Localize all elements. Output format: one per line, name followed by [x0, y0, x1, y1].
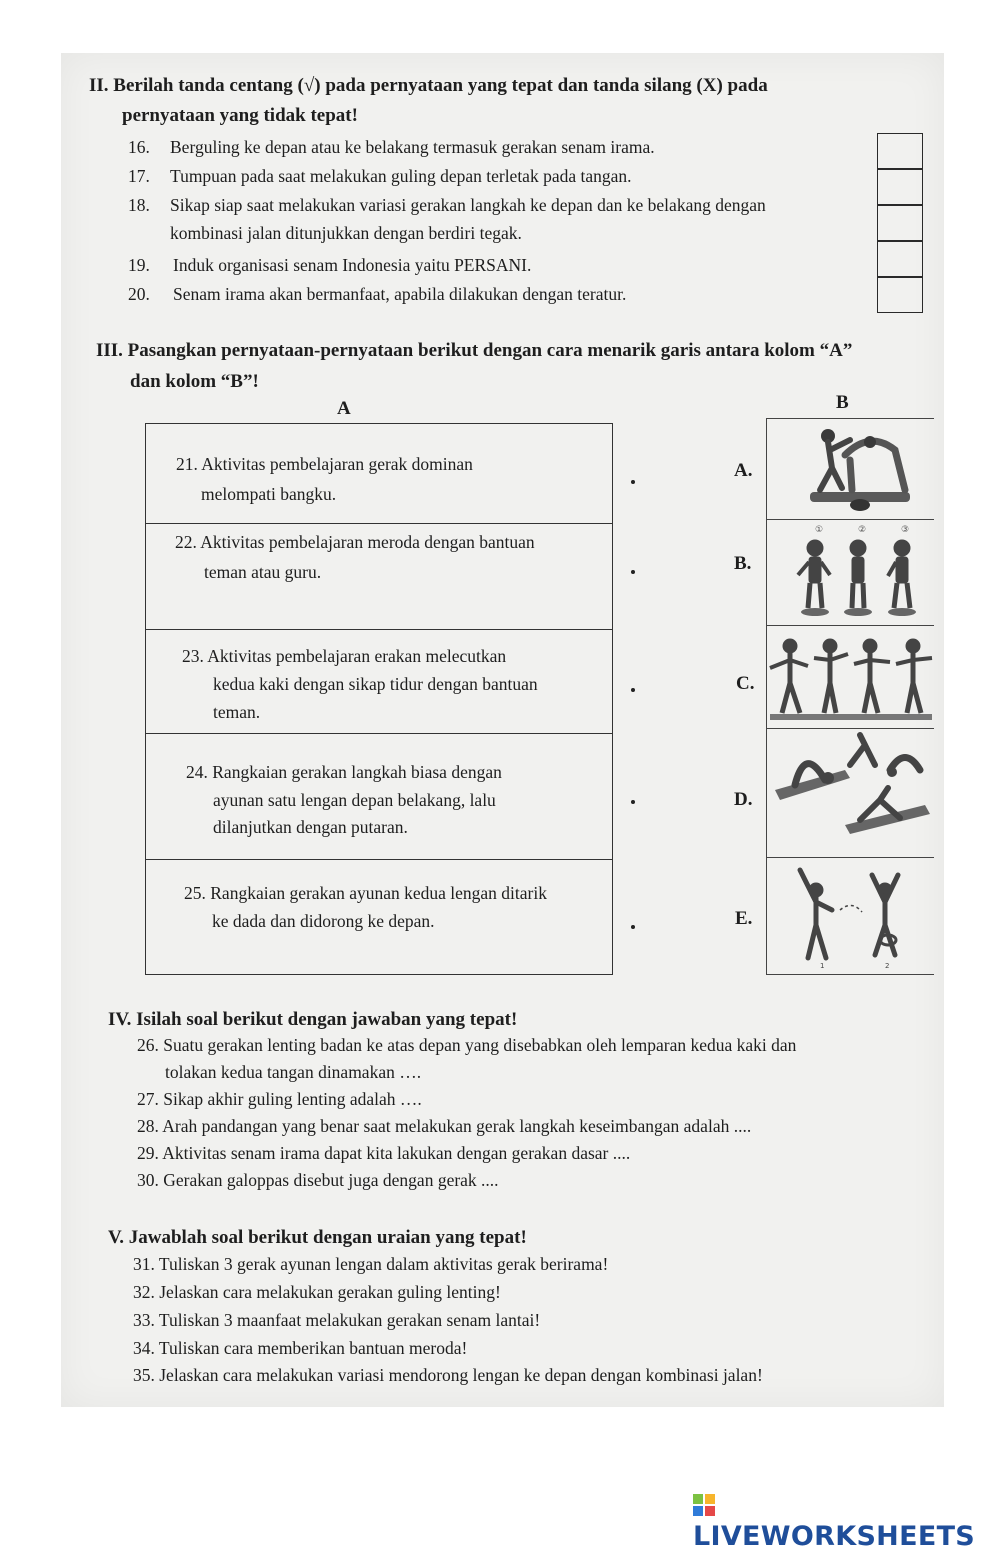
- row-25-line1: 25. Rangkaian gerakan ayunan kedua lengan ditarik: [184, 883, 547, 903]
- section3-heading-cont: dan kolom “B”!: [130, 371, 259, 392]
- item-20-number: 20.: [128, 284, 150, 304]
- item-17-number: 17.: [128, 166, 150, 186]
- row-21-line1: 21. Aktivitas pembelajaran gerak dominan: [176, 454, 473, 474]
- item-30-text: 30. Gerakan galoppas disebut juga dengan gerak ....: [137, 1170, 499, 1190]
- item-19-text: Induk organisasi senam Indonesia yaitu PERSANI.: [173, 255, 532, 275]
- table-divider: [145, 733, 613, 734]
- illustration-vault: [790, 420, 920, 518]
- table-divider: [145, 974, 613, 975]
- item-19-number: 19.: [128, 255, 150, 275]
- table-divider: [145, 859, 613, 860]
- illustration-cartwheel: [770, 730, 934, 854]
- match-dot-22[interactable]: [631, 570, 635, 574]
- table-divider: [145, 423, 613, 424]
- table-divider: [145, 523, 613, 524]
- svg-text:1: 1: [820, 962, 825, 970]
- answer-box-17[interactable]: [877, 169, 923, 205]
- item-29-text: 29. Aktivitas senam irama dapat kita lakukan dengan gerakan dasar ....: [137, 1143, 631, 1163]
- image-divider: [766, 974, 934, 975]
- option-e-letter: E.: [735, 908, 753, 929]
- svg-text:①: ①: [815, 525, 824, 535]
- item-33-text: 33. Tuliskan 3 maanfaat melakukan gerakan senam lantai!: [133, 1310, 541, 1330]
- item-20-text: Senam irama akan bermanfaat, apabila dilakukan dengan teratur.: [173, 284, 627, 304]
- row-23-line2: kedua kaki dengan sikap tidur dengan bantuan: [213, 674, 538, 694]
- answer-box-20[interactable]: [877, 277, 923, 313]
- item-17-text: Tumpuan pada saat melakukan guling depan terletak pada tangan.: [170, 166, 632, 186]
- item-35-text: 35. Jelaskan cara melakukan variasi mendorong lengan ke depan dengan kombinasi jalan!: [133, 1365, 763, 1385]
- item-18-text-cont: kombinasi jalan ditunjukkan dengan berdiri tegak.: [170, 223, 522, 243]
- item-27-text: 27. Sikap akhir guling lenting adalah ….: [137, 1089, 422, 1109]
- row-21-line2: melompati bangku.: [201, 484, 337, 504]
- column-b-label: B: [836, 392, 849, 413]
- svg-text:2: 2: [885, 962, 890, 970]
- row-25-line2: ke dada dan didorong ke depan.: [212, 911, 435, 931]
- option-b-letter: B.: [734, 553, 752, 574]
- row-24-line1: 24. Rangkaian gerakan langkah biasa dengan: [186, 762, 502, 782]
- section2-heading: II. Berilah tanda centang (√) pada pernyataan yang tepat dan tanda silang (X) pada: [89, 75, 768, 96]
- svg-text:③: ③: [901, 525, 910, 535]
- svg-text:②: ②: [858, 525, 867, 535]
- section3-heading: III. Pasangkan pernyataan-pernyataan berikut dengan cara menarik garis antara kolom “A”: [96, 340, 853, 361]
- item-32-text: 32. Jelaskan cara melakukan gerakan guling lenting!: [133, 1282, 501, 1302]
- match-dot-25[interactable]: [631, 925, 635, 929]
- row-24-line2: ayunan satu lengan depan belakang, lalu: [213, 790, 496, 810]
- item-26-text: 26. Suatu gerakan lenting badan ke atas depan yang disebabkan oleh lemparan kedua kaki dan: [137, 1035, 797, 1055]
- item-16-text: Berguling ke depan atau ke belakang termasuk gerakan senam irama.: [170, 137, 655, 157]
- row-24-line3: dilanjutkan dengan putaran.: [213, 817, 408, 837]
- answer-box-16[interactable]: [877, 133, 923, 169]
- image-divider: [766, 418, 934, 419]
- row-23-line3: teman.: [213, 702, 261, 722]
- illustration-arm-swing: [790, 860, 930, 972]
- row-22-line1: 22. Aktivitas pembelajaran meroda dengan bantuan: [175, 532, 535, 552]
- table-divider: [145, 629, 613, 630]
- liveworksheets-logo-text: LIVEWORKSHEETS: [693, 1521, 976, 1552]
- answer-box-18[interactable]: [877, 205, 923, 241]
- column-a-label: A: [337, 398, 351, 419]
- match-dot-23[interactable]: [631, 688, 635, 692]
- answer-box-19[interactable]: [877, 241, 923, 277]
- option-c-letter: C.: [736, 673, 755, 694]
- match-dot-24[interactable]: [631, 800, 635, 804]
- row-22-line2: teman atau guru.: [204, 562, 322, 582]
- section2-heading-cont: pernyataan yang tidak tepat!: [122, 105, 358, 126]
- liveworksheets-logo-icon: [693, 1494, 715, 1516]
- item-34-text: 34. Tuliskan cara memberikan bantuan meroda!: [133, 1338, 468, 1358]
- item-26-text-cont: tolakan kedua tangan dinamakan ….: [165, 1062, 422, 1082]
- match-dot-21[interactable]: [631, 480, 635, 484]
- illustration-standing-children: [780, 520, 930, 624]
- item-18-text: Sikap siap saat melakukan variasi gerakan langkah ke depan dan ke belakang dengan: [170, 195, 766, 215]
- liveworksheets-logo: [693, 1490, 1000, 1552]
- item-16-number: 16.: [128, 137, 150, 157]
- option-d-letter: D.: [734, 789, 753, 810]
- image-divider: [766, 728, 934, 729]
- row-23-line1: 23. Aktivitas pembelajaran erakan melecutkan: [182, 646, 507, 666]
- section5-heading: V. Jawablah soal berikut dengan uraian yang tepat!: [108, 1227, 527, 1248]
- item-31-text: 31. Tuliskan 3 gerak ayunan lengan dalam aktivitas gerak berirama!: [133, 1254, 609, 1274]
- section4-heading: IV. Isilah soal berikut dengan jawaban yang tepat!: [108, 1009, 518, 1030]
- item-28-text: 28. Arah pandangan yang benar saat melakukan gerak langkah keseimbangan adalah ....: [137, 1116, 752, 1136]
- illustration-arm-push: [768, 628, 934, 726]
- image-divider: [766, 625, 934, 626]
- item-18-number: 18.: [128, 195, 150, 215]
- image-divider: [766, 857, 934, 858]
- option-a-letter: A.: [734, 460, 753, 481]
